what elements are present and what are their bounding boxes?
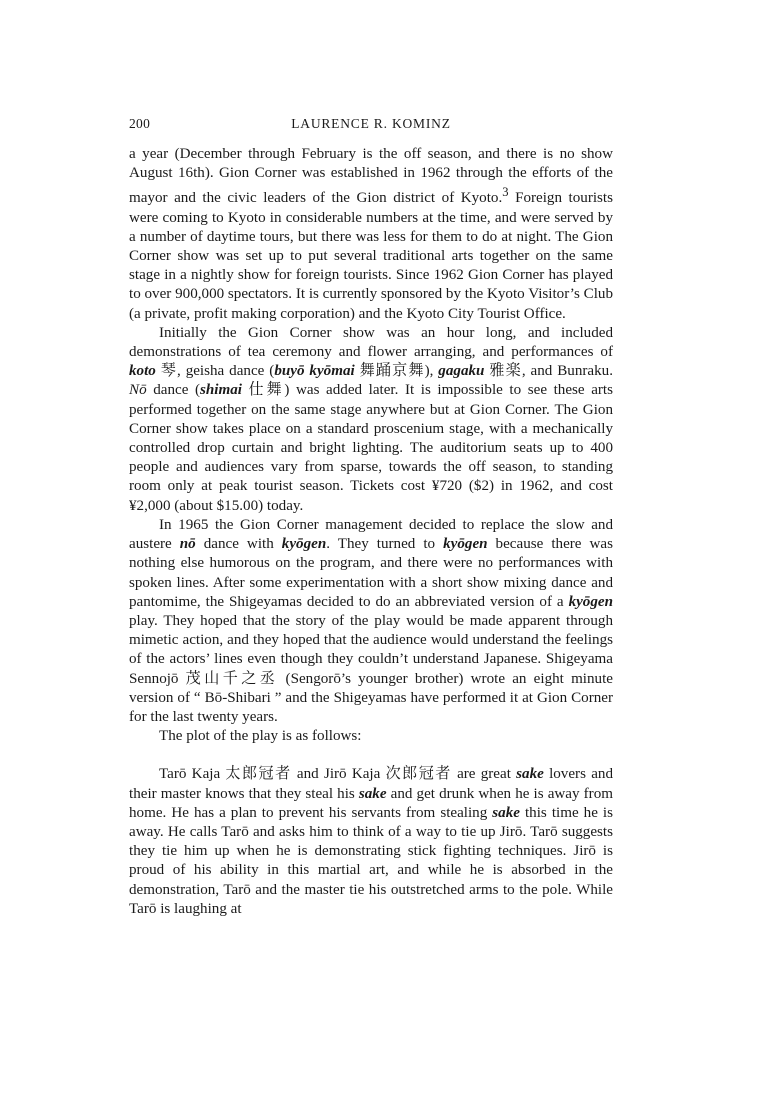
text-run: Foreign tourists were coming to Kyoto in considerable numbers at the time, and were served by a number of daytime tours, but there was less for them to do at night. The Gion Corner show was set up to put several traditional arts together on the same stage in a nightly show for foreign tourists. Since 1962 Gion Corner has played to over 900,000 spectators. It is currently sponsored by the Kyoto Visitor’s Club (a private, profit making corporation) and the Kyoto City Tourist Office. — [129, 190, 613, 322]
text-run: 雅楽, and Bunraku. — [484, 363, 613, 380]
emphasis: gagaku — [438, 363, 485, 380]
text-run: dance with — [195, 536, 282, 553]
text-run: The plot of the play is as follows: — [159, 728, 362, 745]
text-run: because there was nothing else humorous on the program, and there were no performances with spoken lines. After some experimentation with a short show mixing dance and pantomime, the Shigeyamas decided to do an abbreviated version of a — [129, 536, 613, 610]
emphasis: sake — [492, 804, 520, 821]
page-header — [129, 116, 613, 134]
emphasis: koto — [129, 363, 156, 380]
text-run: and get drunk when he is away from home. He has a plan to prevent his servants from stealing — [129, 785, 613, 821]
body-text — [129, 145, 613, 919]
emphasis: nō — [179, 536, 196, 553]
text-run: In 1965 the Gion Corner management decided to replace the slow and austere — [129, 516, 613, 553]
emphasis: kyōgen — [568, 593, 613, 610]
paragraph — [129, 727, 613, 746]
text-run: 琴, geisha dance ( — [155, 363, 275, 380]
text-run: 舞踊京舞), — [354, 363, 439, 380]
text-run: play. They hoped that the story of the play would be made apparent through mimetic action, and they hoped that the audience would understand the feelings of the actors’ lines even though they couldn’t understand Japanese. Shigeyama Sennojō 茂山千之丞 (Sengorō’s younger brother) wrote an eight minute version of “ Bō-Shibari ” and the Shigeyamas have performed it at Gion Corner for the last twenty years. — [129, 612, 613, 725]
text-run: . They turned to — [326, 536, 444, 553]
paragraph-gap — [129, 746, 613, 765]
text-run: 仕舞) was added later. It is impossible to see these arts performed together on the same stage anywhere but at Gion Corner. The Gion Corner show takes place on a standard proscenium stage, with a mechanically controlled drop curtain and bright lighting. The auditorium seats up to 400 people and audiences vary from sparse, towards the off season, to standing room only at peak tourist season. Tickets cost ¥720 ($2) in 1962, and cost ¥2,000 (about $15.00) today. — [129, 382, 613, 514]
emphasis: kyōgen — [443, 536, 488, 553]
emphasis: sake — [358, 785, 387, 802]
text-run: lovers and their master knows that they steal his — [129, 766, 613, 802]
emphasis: kyōgen — [281, 536, 327, 553]
emphasis: shimai — [200, 382, 242, 399]
running-head: LAURENCE R. KOMINZ — [291, 116, 451, 131]
emphasis: buyō kyōmai — [274, 363, 355, 380]
paragraph — [129, 765, 613, 919]
text-run: a year (December through February is the off season, and there is no show August 16th). Gion Corner was established in 1962 through the efforts of the mayor and the civic leaders of the Gion district of Kyoto. — [129, 146, 613, 207]
footnote-ref: 3 — [502, 185, 509, 200]
page-number: 200 — [129, 116, 151, 131]
paragraph — [129, 145, 613, 324]
paragraph — [129, 516, 613, 727]
emphasis: Nō — [129, 382, 147, 399]
paragraph — [129, 324, 613, 516]
emphasis: sake — [516, 766, 544, 783]
text-run: Tarō Kaja 太郎冠者 and Jirō Kaja 次郎冠者 are great — [159, 766, 517, 783]
text-run: this time he is away. He calls Tarō and asks him to think of a way to tie up Jirō. Tarō suggests they tie him up when he is demonstrating stick fighting techniques. Jirō is proud of his ability in this martial art, and while he is absorbed in the demonstration, Tarō and the master tie his outstretched arms to the pole. While Tarō is laughing at — [129, 804, 613, 917]
text-run: Initially the Gion Corner show was an hour long, and included demonstrations of tea ceremony and flower arranging, and performances of — [129, 324, 613, 361]
text-run: dance ( — [146, 382, 201, 399]
